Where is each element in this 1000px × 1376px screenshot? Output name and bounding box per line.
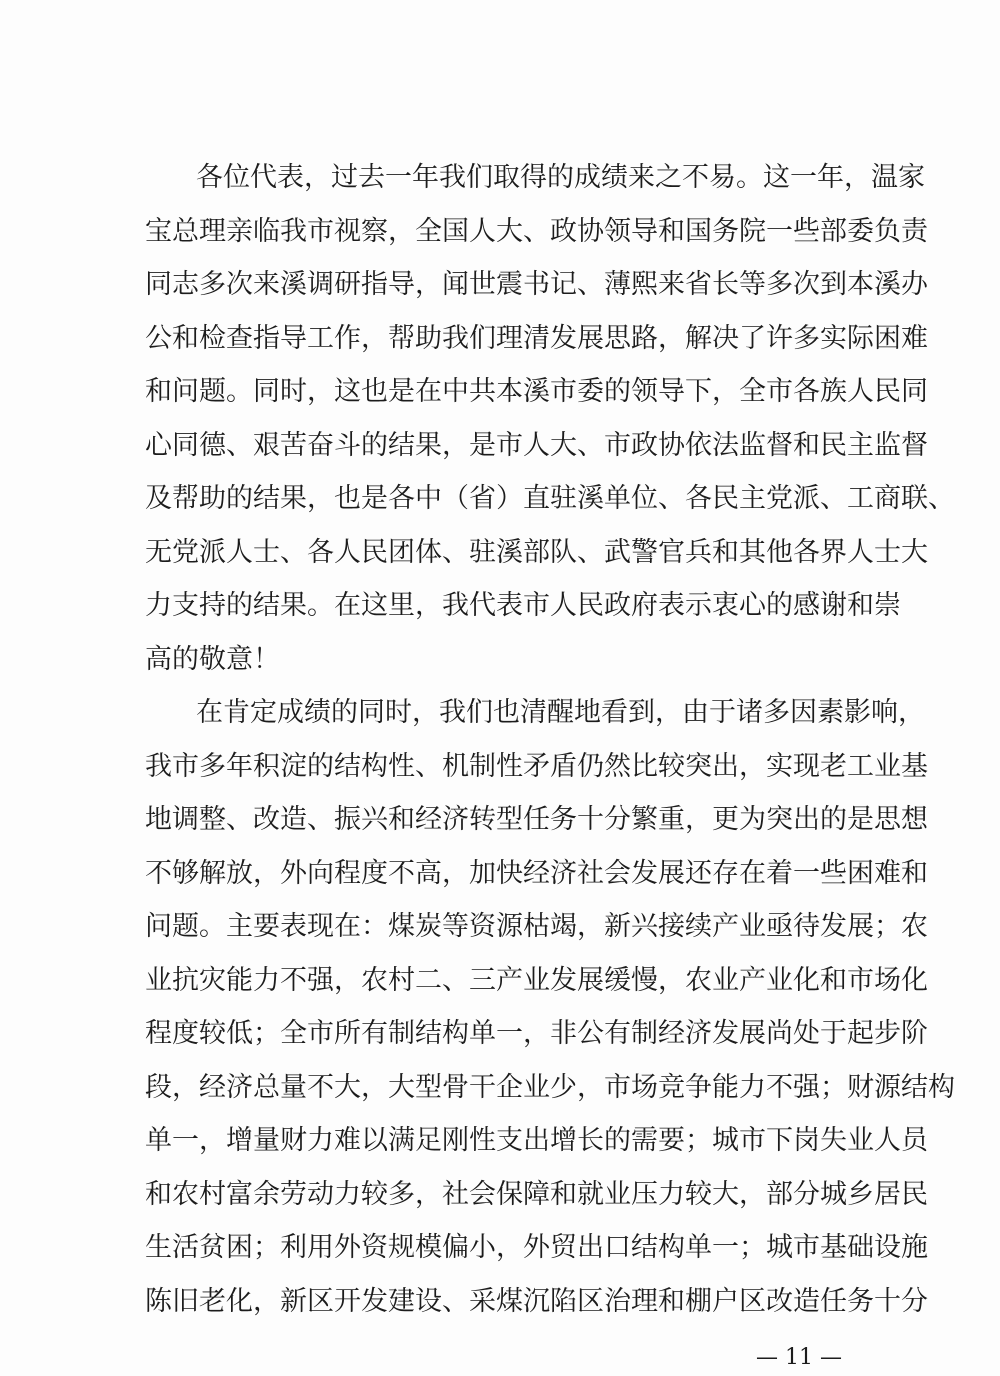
paragraph-line: 程度较低；全市所有制结构单一，非公有制经济发展尚处于起步阶 bbox=[145, 1018, 928, 1049]
paragraph-line: 我市多年积淀的结构性、机制性矛盾仍然比较突出，实现老工业基 bbox=[145, 750, 928, 782]
paragraph-line: 段，经济总量不大，大型骨干企业少，市场竞争能力不强；财源结构 bbox=[145, 1071, 955, 1103]
paragraph-line: 和农村富余劳动力较多，社会保障和就业压力较大，部分城乡居民 bbox=[145, 1178, 928, 1210]
paragraph-line: 问题。主要表现在：煤炭等资源枯竭，新兴接续产业亟待发展；农 bbox=[145, 911, 928, 942]
paragraph-line: 和问题。同时，这也是在中共本溪市委的领导下，全市各族人民同 bbox=[145, 376, 928, 407]
paragraph-line: 各位代表，过去一年我们取得的成绩来之不易。这一年，温家 bbox=[196, 162, 925, 193]
paragraph-line: 及帮助的结果，也是各中（省）直驻溪单位、各民主党派、工商联、 bbox=[145, 483, 955, 514]
paragraph-line: 公和检查指导工作，帮助我们理清发展思路，解决了许多实际困难 bbox=[145, 322, 928, 354]
paragraph-line: 力支持的结果。在这里，我代表市人民政府表示衷心的感谢和崇 bbox=[145, 590, 901, 621]
page-number: — 11 — bbox=[756, 1345, 842, 1370]
paragraph-line: 高的敬意！ bbox=[145, 643, 280, 675]
paragraph-line: 同志多次来溪调研指导，闻世震书记、薄熙来省长等多次到本溪办 bbox=[145, 269, 928, 300]
paragraph-line: 生活贫困；利用外资规模偏小，外贸出口结构单一；城市基础设施 bbox=[145, 1232, 928, 1263]
paragraph-line: 不够解放，外向程度不高，加快经济社会发展还存在着一些困难和 bbox=[145, 857, 928, 889]
paragraph-line: 陈旧老化，新区开发建设、采煤沉陷区治理和棚户区改造任务十分 bbox=[145, 1285, 928, 1317]
paragraph-line: 宝总理亲临我市视察，全国人大、政协领导和国务院一些部委负责 bbox=[145, 215, 928, 247]
paragraph-line: 在肯定成绩的同时，我们也清醒地看到，由于诸多因素影响， bbox=[196, 697, 925, 728]
paragraph-line: 无党派人士、各人民团体、驻溪部队、武警官兵和其他各界人士大 bbox=[145, 536, 928, 568]
paragraph-line: 业抗灾能力不强，农村二、三产业发展缓慢，农业产业化和市场化 bbox=[145, 964, 928, 996]
paragraph-line: 单一，增量财力难以满足刚性支出增长的需要；城市下岗失业人员 bbox=[145, 1125, 928, 1156]
paragraph-line: 心同德、艰苦奋斗的结果，是市人大、市政协依法监督和民主监督 bbox=[145, 429, 928, 461]
paragraph-line: 地调整、改造、振兴和经济转型任务十分繁重，更为突出的是思想 bbox=[145, 804, 928, 835]
